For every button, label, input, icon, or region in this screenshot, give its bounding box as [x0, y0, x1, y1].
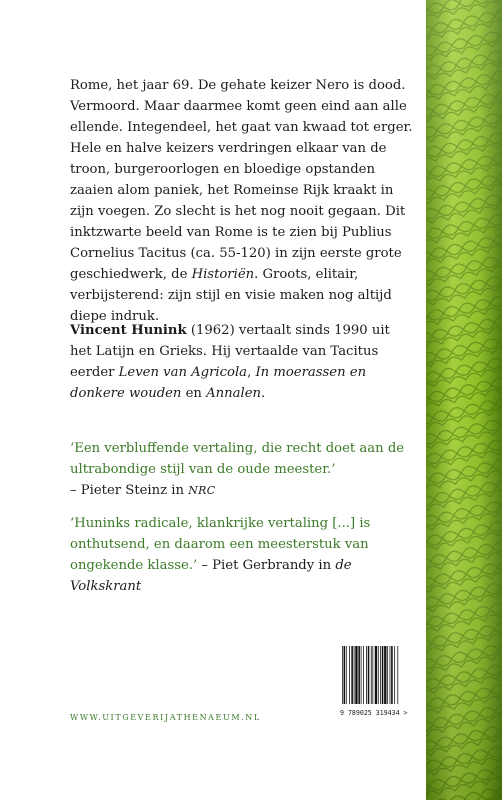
barcode-bar [368, 646, 370, 704]
barcode-bar [363, 646, 364, 704]
quote-author: – Piet Gerbrandy in [197, 558, 336, 573]
barcode-bar [349, 646, 350, 704]
barcode-bar [372, 646, 373, 704]
isbn-digits: 9 789025 319434 > [340, 709, 408, 717]
barcode-bar [366, 646, 367, 704]
barcode-bar [390, 646, 391, 704]
back-cover-text [70, 75, 415, 594]
barcode-bar [375, 646, 377, 704]
barcode-bar [346, 646, 347, 704]
barcode-bar [361, 646, 362, 704]
book-blurb [70, 75, 415, 327]
quote-text: ‘Huninks radicale, klankrijke vertaling [...] is onthutsend, en daarom een meesterstuk van ongekende klasse.’ [70, 516, 371, 573]
publisher-website[interactable]: WWW.UITGEVERIJATHENAEUM.NL [70, 713, 261, 722]
bio-text: (1962) vertaalt sinds 1990 uit het Latijn en Grieks. Hij vertaalde van Tacitus eerder [70, 323, 390, 380]
book-title: Historiën [191, 267, 255, 282]
isbn-barcode [340, 646, 416, 724]
book-agricola: Leven van Agricola [118, 365, 248, 380]
barcode-bar [351, 646, 353, 704]
bio-text-and: en [181, 386, 207, 401]
barcode-bar [354, 646, 355, 704]
bio-separator: , [247, 365, 256, 380]
blurb-text-end: . Groots, elitair, verbijsterend: zijn stijl en visie maken nog altijd diepe indruk. [70, 267, 392, 324]
review-quotes [70, 438, 415, 597]
quote-author: – Pieter Steinz in [70, 483, 189, 498]
barcode-bar [344, 646, 346, 704]
barcode-bar [358, 646, 360, 704]
quote-attribution [70, 483, 215, 498]
barcode-bar [380, 646, 381, 704]
review-quote-nrc [70, 438, 415, 501]
barcode-bar [397, 646, 398, 704]
barcode-bar [342, 646, 343, 704]
barcode-bar [394, 646, 395, 704]
barcode-bar [378, 646, 379, 704]
barcode-bar [371, 646, 372, 704]
quote-source: NRC [188, 484, 216, 497]
snake-skin-image [426, 0, 502, 800]
barcode-bar [382, 646, 384, 704]
bio-period: . [261, 386, 266, 401]
book-moerassen: In moerassen en donkere wouden [70, 365, 367, 401]
translator-bio [70, 320, 415, 404]
review-quote-volkskrant [70, 513, 415, 597]
book-annalen: Annalen [206, 386, 262, 401]
blurb-text: Rome, het jaar 69. De gehate keizer Nero is dood. Vermoord. Maar daarmee komt geen eind aan alle ellende. Integendeel, het gaat van kwaad tot erger. Hele en halve keizers verdringen elkaar van de troon, burgeroorlogen en bloedige opstanden zaaien alom paniek, het Romeinse Rijk kraakt in zijn voegen. Zo slecht is het nog nooit gegaan. Dit inktzwarte beeld van Rome is te zien bij Publius Cornelius Tacitus (ca. 55-120) in zijn eerste grote geschiedwerk, de [70, 78, 413, 282]
barcode-lines-icon [340, 646, 416, 704]
quote-source: de Volkskrant [70, 558, 352, 594]
translator-name: Vincent Hunink [70, 323, 187, 338]
barcode-bar [384, 646, 386, 704]
barcode-bar [387, 646, 388, 704]
barcode-bar [355, 646, 357, 704]
quote-text: ‘Een verbluffende vertaling, die recht doet aan de ultrabondige stijl van de oude meester.’ [70, 441, 405, 477]
barcode-bar [391, 646, 393, 704]
